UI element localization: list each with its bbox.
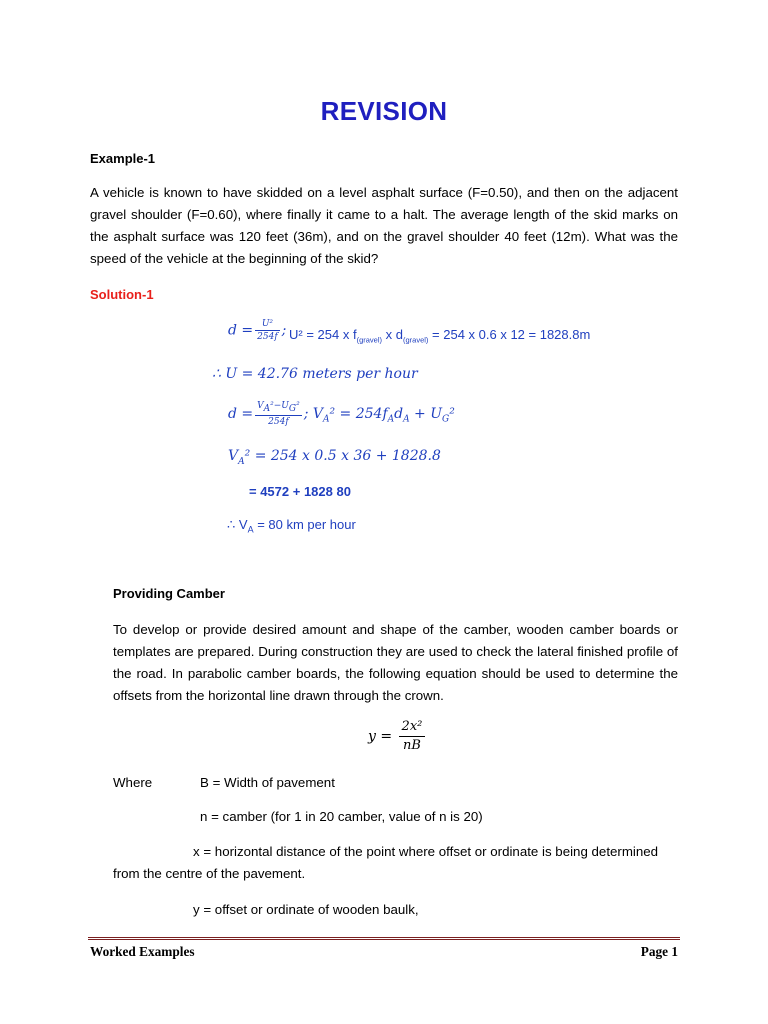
equation-6 <box>227 517 356 535</box>
formula-lhs: y = <box>368 728 393 745</box>
example-heading: Example-1 <box>90 151 156 166</box>
footer-rule <box>88 937 680 940</box>
equation-1-lhs: = 254 x f <box>306 327 357 342</box>
definition-y: y = offset or ordinate of wooden baulk, <box>193 902 419 917</box>
equation-1-mid: x d <box>382 327 403 342</box>
camber-formula <box>368 718 427 755</box>
gravel-subscript-1: (gravel) <box>356 335 383 345</box>
equation-5: = 4572 + 1828 80 <box>249 484 351 499</box>
camber-heading: Providing Camber <box>113 586 225 601</box>
definition-x: x = horizontal distance of the point where offset or ordinate is being determined from the centre of the pavement. <box>113 844 659 881</box>
equation-4-rhs: = 254 x 0.5 x 36 + 1828.8 <box>254 448 441 464</box>
equation-6-prefix: ∴ V <box>227 517 248 532</box>
equation-4: $V_A^2 = 254$ x 0.5 x 36 + 1828.8 <box>228 448 441 467</box>
equation-1-result: = 254 x 0.6 x 12 = 1828.8m <box>428 327 591 342</box>
gravel-subscript-2: (gravel) <box>402 335 429 345</box>
definition-b: B = Width of pavement <box>200 775 335 790</box>
example-text: A vehicle is known to have skidded on a level asphalt surface (F=0.50), and then on the adjacent gravel shoulder (F=0.60), where finally it came to a halt. The average length of the skid marks on the asphalt surface was 120 feet (36m), and on the gravel shoulder 40 feet (12m). What was the speed of the vehicle at the beginning of the skid? <box>90 185 678 266</box>
equation-6-subscript: A <box>247 524 254 535</box>
equation-3: d = $\frac{V_A^2-U_G^2}{254f}$ ; $V_A^2 = 254f_Ad_A + U_G^2$ <box>228 401 455 427</box>
equation-1-text: U² = 254 x $f_{(gravel)}$ x $d_{(gravel)} = 254$ x 0.6 x 12 = 1828.8m <box>289 327 591 345</box>
formula-denominator: nB <box>402 738 421 753</box>
camber-text: To develop or provide desired amount and shape of the camber, wooden camber boards or templates are prepared. During construction they are used to check the lateral finished profile of the road. In parabolic camber boards, the following equation should be used to determine the offsets from the horizontal line drawn through the crown. <box>113 622 678 703</box>
equation-2: ∴ U = 42.76 meters per hour <box>212 366 418 382</box>
definition-n: n = camber (for 1 in 20 camber, value of n is 20) <box>200 809 483 824</box>
page-number: Page 1 <box>640 944 678 959</box>
formula-numerator: 2x² <box>399 718 426 737</box>
where-label: Where <box>113 775 153 790</box>
footer-title: Worked Examples <box>90 944 195 959</box>
page-title: REVISION <box>320 96 448 126</box>
solution-heading: Solution-1 <box>90 287 154 302</box>
equation-1-formula: d = $\frac{\text{U²}}{254f}$ ; <box>228 319 287 342</box>
equation-6-result: = 80 km per hour <box>253 517 356 532</box>
